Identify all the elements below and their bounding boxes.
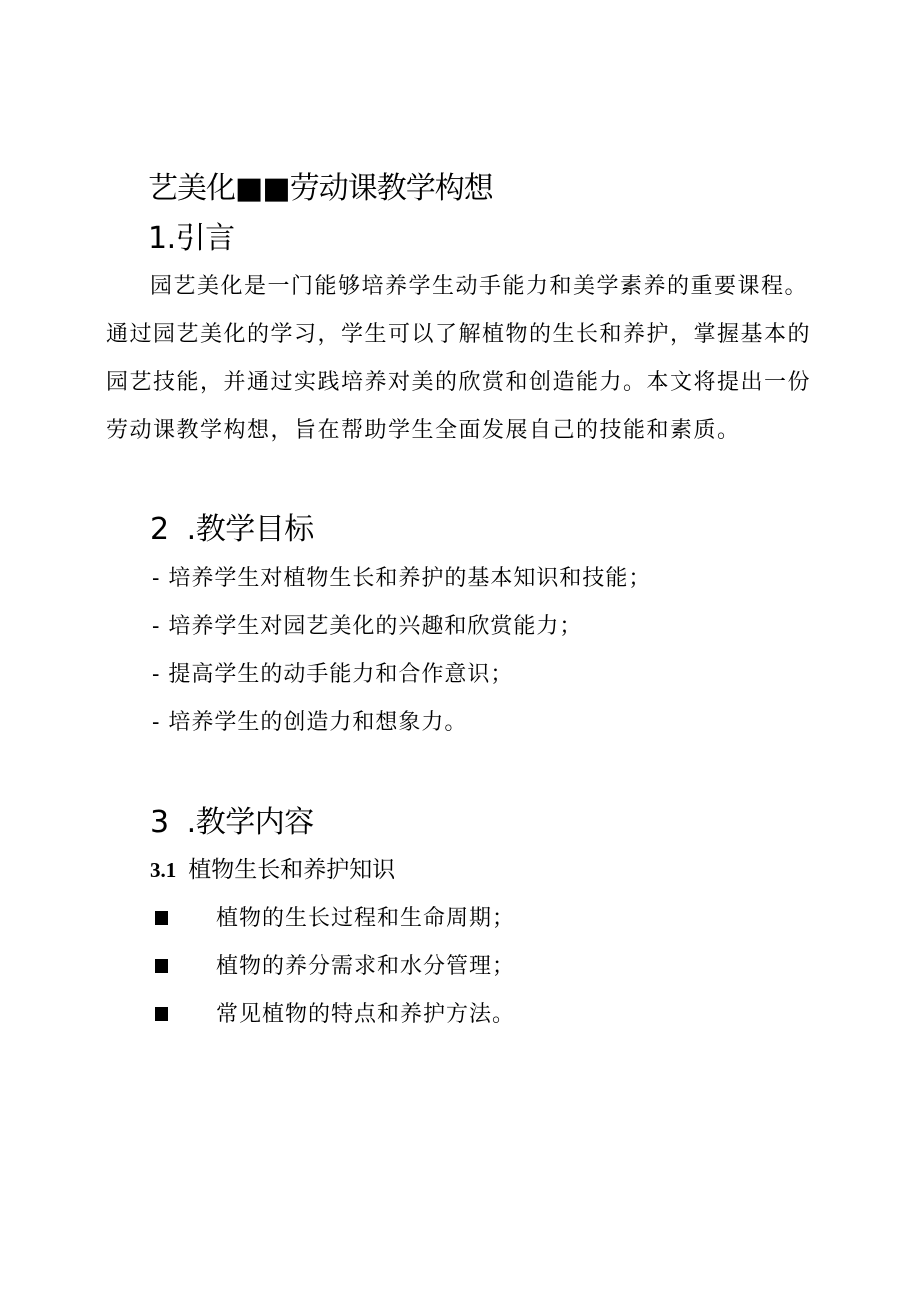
paragraph-line: 园艺技能，并通过实践培养对美的欣赏和创造能力。本文将提出一份 <box>106 370 812 395</box>
document-title: 艺美化■■劳动课教学构想 <box>148 171 493 206</box>
section-heading-introduction: 1.引言 <box>148 221 235 256</box>
content-item: 植物的养分需求和水分管理； <box>216 954 516 979</box>
content-item: 植物的生长过程和生命周期； <box>216 906 516 931</box>
section-heading-teaching-content: 3 .教学内容 <box>150 805 314 840</box>
subsection-heading <box>150 859 395 882</box>
paragraph-line: 劳动课教学构想，旨在帮助学生全面发展自己的技能和素质。 <box>106 418 741 443</box>
bullet-square-icon <box>155 911 168 925</box>
goal-item: - 提高学生的动手能力和合作意识； <box>152 662 514 687</box>
content-item: 常见植物的特点和养护方法。 <box>216 1002 516 1027</box>
goal-item: - 培养学生对植物生长和养护的基本知识和技能； <box>152 566 652 591</box>
goal-item: - 培养学生对园艺美化的兴趣和欣赏能力； <box>152 614 583 639</box>
subsection-number: 3.1 <box>150 858 177 882</box>
paragraph-line: 园艺美化是一门能够培养学生动手能力和美学素养的重要课程。 <box>150 274 809 299</box>
section-heading-teaching-goals: 2 .教学目标 <box>150 512 314 547</box>
subsection-title: 植物生长和养护知识 <box>188 857 396 883</box>
bullet-square-icon <box>155 1007 168 1021</box>
goal-item: - 培养学生的创造力和想象力。 <box>152 710 468 735</box>
paragraph-line: 通过园艺美化的学习，学生可以了解植物的生长和养护，掌握基本的 <box>106 322 812 347</box>
bullet-square-icon <box>155 959 168 973</box>
